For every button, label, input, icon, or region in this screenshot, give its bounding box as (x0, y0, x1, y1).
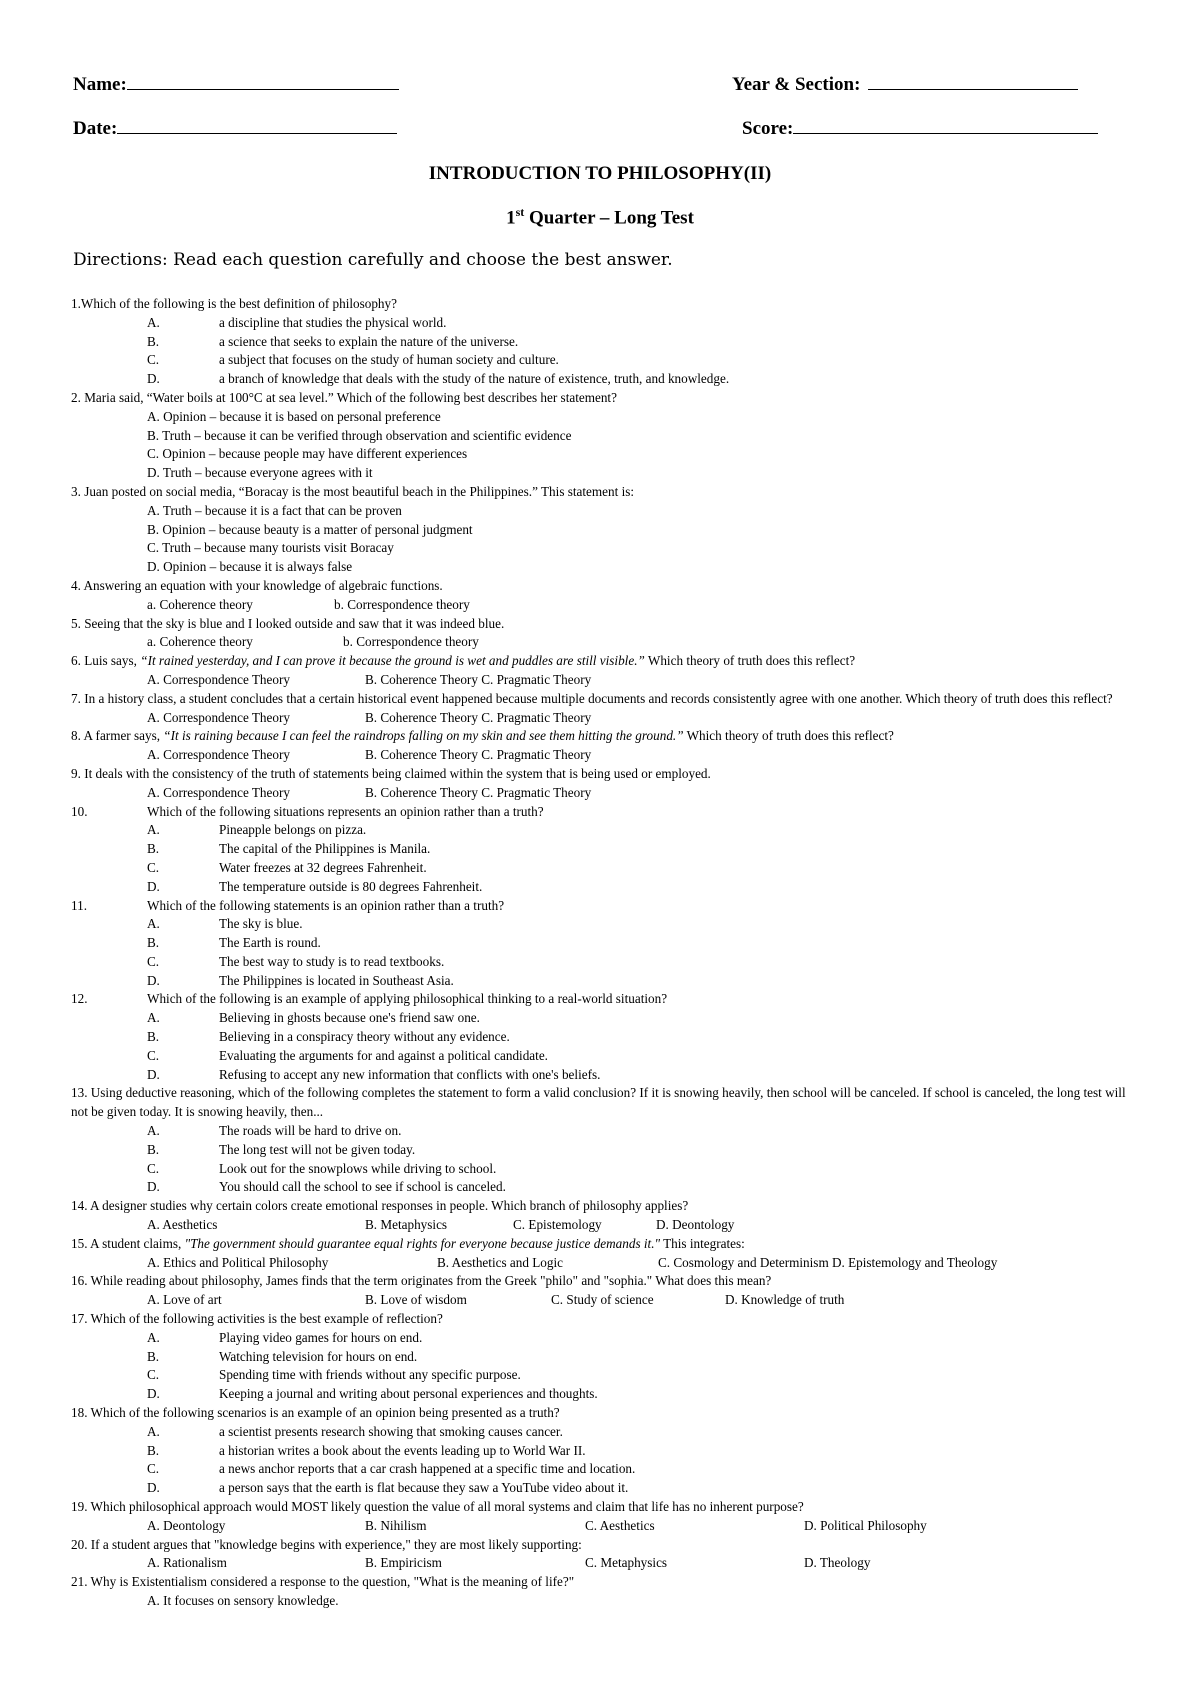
name-blank[interactable] (127, 73, 399, 90)
page-subtitle (0, 205, 1200, 229)
option-3c[interactable] (71, 539, 1141, 558)
option-16b[interactable]: B. Love of wisdom (365, 1292, 467, 1308)
option-letter: B. (147, 1029, 160, 1045)
options-16 (71, 1291, 1141, 1310)
question-6-prefix: 6. Luis says, (71, 653, 141, 669)
option-19c[interactable]: C. Aesthetics (585, 1517, 655, 1533)
option-18d[interactable] (71, 1479, 1141, 1498)
option-text: Believing in a conspiracy theory without any evidence. (219, 1029, 510, 1045)
date-blank[interactable] (117, 117, 397, 134)
name-label: Name: (73, 74, 127, 95)
option-text: a subject that focuses on the study of human society and culture. (219, 352, 559, 368)
option-12b[interactable] (71, 1028, 1141, 1047)
option-text: Look out for the snowplows while driving to school. (219, 1160, 497, 1176)
option-letter: C. (147, 859, 160, 875)
option-5a[interactable]: a. Coherence theory (147, 634, 253, 650)
question-6-suffix: Which theory of truth does this reflect? (644, 653, 856, 669)
option-20d[interactable]: D. Theology (804, 1555, 871, 1571)
question-8-prefix: 8. A farmer says, (71, 728, 164, 744)
option-18a[interactable] (71, 1423, 1141, 1442)
option-10b[interactable] (71, 840, 1141, 859)
directions: Directions: Read each question carefully and choose the best answer. (73, 250, 673, 270)
option-9a[interactable]: A. Correspondence Theory (147, 784, 290, 800)
question-3: 3. Juan posted on social media, “Boracay is the most beautiful beach in the Philippines.” This statement is: (71, 483, 635, 499)
option-text: The sky is blue. (219, 916, 303, 932)
score-blank[interactable] (793, 117, 1098, 134)
option-4b[interactable]: b. Correspondence theory (334, 596, 470, 612)
option-20a[interactable]: A. Rationalism (147, 1555, 227, 1571)
option-15b[interactable]: B. Aesthetics and Logic (437, 1254, 563, 1270)
option-letter: B. (147, 935, 160, 951)
option-15a[interactable]: A. Ethics and Political Philosophy (147, 1254, 329, 1270)
option-letter: C. (147, 1047, 160, 1063)
option-2a[interactable] (71, 408, 1141, 427)
options-6 (71, 671, 1141, 690)
options-5 (71, 633, 1141, 652)
subtitle-sup: st (515, 205, 525, 219)
option-1d[interactable] (71, 370, 1141, 389)
page-title: INTRODUCTION TO PHILOSOPHY(II) (428, 163, 772, 184)
option-text: a discipline that studies the physical world. (219, 314, 447, 330)
option-10d[interactable] (71, 878, 1141, 897)
option-14a[interactable]: A. Aesthetics (147, 1217, 218, 1233)
option-17d[interactable] (71, 1385, 1141, 1404)
question-text: Which of the following statements is an opinion rather than a truth? (147, 897, 505, 913)
option-text: a person says that the earth is flat because they saw a YouTube video about it. (219, 1480, 629, 1496)
option-2c[interactable] (71, 445, 1141, 464)
option-1b[interactable] (71, 333, 1141, 352)
option-letter: C. (147, 1461, 160, 1477)
question-text: Which of the following situations represents an opinion rather than a truth? (147, 803, 544, 819)
option-5b[interactable]: b. Correspondence theory (343, 634, 479, 650)
option-text: C. Truth – because many tourists visit Boracay (147, 540, 394, 556)
question-12 (71, 990, 1141, 1009)
option-6bc[interactable]: B. Coherence Theory C. Pragmatic Theory (365, 671, 592, 687)
question-15-suffix: This integrates: (660, 1235, 745, 1251)
option-letter: C. (147, 1367, 160, 1383)
option-text: a historian writes a book about the events leading up to World War II. (219, 1442, 586, 1458)
name-field (73, 73, 399, 96)
option-text: D. Opinion – because it is always false (147, 559, 353, 575)
option-letter: A. (147, 314, 160, 330)
question-6 (71, 652, 1141, 671)
option-7a[interactable]: A. Correspondence Theory (147, 709, 290, 725)
option-letter: D. (147, 1386, 160, 1402)
option-letter: A. (147, 1010, 160, 1026)
option-3a[interactable] (71, 502, 1141, 521)
option-text: a scientist presents research showing that smoking causes cancer. (219, 1423, 563, 1439)
option-text: The long test will not be given today. (219, 1141, 416, 1157)
question-15-quote: "The government should guarantee equal rights for everyone because justice demands it." (184, 1235, 661, 1251)
option-letter: B. (147, 841, 160, 857)
option-text: a news anchor reports that a car crash happened at a specific time and location. (219, 1461, 636, 1477)
option-4a[interactable]: a. Coherence theory (147, 596, 253, 612)
subtitle-rest: Quarter – Long Test (524, 207, 694, 229)
option-text: C. Opinion – because people may have different experiences (147, 446, 468, 462)
option-13d[interactable] (71, 1178, 1141, 1197)
options-9 (71, 784, 1141, 803)
question-4: 4. Answering an equation with your knowledge of algebraic functions. (71, 577, 443, 593)
option-20c[interactable]: C. Metaphysics (585, 1555, 668, 1571)
option-text: The capital of the Philippines is Manila. (219, 841, 431, 857)
option-text: a branch of knowledge that deals with the study of the nature of existence, truth, and knowledge. (219, 371, 730, 387)
question-7: 7. In a history class, a student concludes that a certain historical event happened because multiple documents and records consistently agree with one another. Which theory of truth does this reflect? (71, 690, 1113, 706)
option-17b[interactable] (71, 1348, 1141, 1367)
option-6a[interactable]: A. Correspondence Theory (147, 671, 290, 687)
option-10c[interactable] (71, 859, 1141, 878)
option-letter: B. (147, 1442, 160, 1458)
question-16: 16. While reading about philosophy, James finds that the term originates from the Greek "philo" and "sophia." What does this mean? (71, 1273, 772, 1289)
option-14c[interactable]: C. Epistemology (513, 1217, 602, 1233)
option-11d[interactable] (71, 972, 1141, 991)
option-7bc[interactable]: B. Coherence Theory C. Pragmatic Theory (365, 709, 592, 725)
option-3b[interactable] (71, 521, 1141, 540)
option-text: Pineapple belongs on pizza. (219, 822, 367, 838)
option-16c[interactable]: C. Study of science (551, 1292, 654, 1308)
question-6-quote: “It rained yesterday, and I can prove it because the ground is wet and puddles are still visible.” (140, 653, 645, 669)
option-12d[interactable] (71, 1066, 1141, 1085)
option-17a[interactable] (71, 1329, 1141, 1348)
question-number: 12. (71, 991, 88, 1007)
option-letter: C. (147, 953, 160, 969)
question-21: 21. Why is Existentialism considered a response to the question, "What is the meaning of life?" (71, 1574, 575, 1590)
option-8bc[interactable]: B. Coherence Theory C. Pragmatic Theory (365, 747, 592, 763)
option-15cd[interactable]: C. Cosmology and Determinism D. Epistemology and Theology (658, 1254, 998, 1270)
option-letter: A. (147, 822, 160, 838)
option-text: Spending time with friends without any specific purpose. (219, 1367, 521, 1383)
option-11c[interactable] (71, 953, 1141, 972)
question-14: 14. A designer studies why certain colors create emotional responses in people. Which branch of philosophy applies? (71, 1198, 689, 1214)
score-field (742, 117, 1098, 140)
option-21a[interactable] (71, 1592, 1141, 1611)
question-15 (71, 1235, 1141, 1254)
option-text: A. Truth – because it is a fact that can be proven (147, 502, 402, 518)
option-17c[interactable] (71, 1366, 1141, 1385)
options-14 (71, 1216, 1141, 1235)
options-20 (71, 1554, 1141, 1573)
option-text: B. Opinion – because beauty is a matter of personal judgment (147, 521, 473, 537)
question-17: 17. Which of the following activities is the best example of reflection? (71, 1311, 443, 1327)
date-label: Date: (73, 118, 118, 139)
option-20b[interactable]: B. Empiricism (365, 1555, 442, 1571)
option-letter: C. (147, 352, 160, 368)
option-19b[interactable]: B. Nihilism (365, 1517, 427, 1533)
year-section-blank[interactable] (868, 73, 1078, 90)
option-18c[interactable] (71, 1460, 1141, 1479)
option-14b[interactable]: B. Metaphysics (365, 1217, 448, 1233)
option-letter: D. (147, 1480, 160, 1496)
question-20: 20. If a student argues that "knowledge begins with experience," they are most likely supporting: (71, 1536, 582, 1552)
date-field (73, 117, 397, 140)
option-letter: B. (147, 333, 160, 349)
option-1a[interactable] (71, 314, 1141, 333)
option-text: A. It focuses on sensory knowledge. (147, 1592, 339, 1608)
option-14d[interactable]: D. Deontology (656, 1217, 735, 1233)
option-text: Evaluating the arguments for and against a political candidate. (219, 1047, 548, 1063)
question-8-suffix: Which theory of truth does this reflect? (683, 728, 894, 744)
option-2b[interactable] (71, 427, 1141, 446)
option-text: The best way to study is to read textbooks. (219, 953, 445, 969)
question-11 (71, 897, 1141, 916)
option-letter: B. (147, 1348, 160, 1364)
option-text: Watching television for hours on end. (219, 1348, 418, 1364)
option-11a[interactable] (71, 915, 1141, 934)
option-16a[interactable]: A. Love of art (147, 1292, 222, 1308)
option-letter: B. (147, 1141, 160, 1157)
question-2: 2. Maria said, “Water boils at 100°C at sea level.” Which of the following best describes her statement? (71, 389, 617, 405)
option-text: A. Opinion – because it is based on personal preference (147, 408, 441, 424)
options-4 (71, 596, 1141, 615)
question-1: 1.Which of the following is the best definition of philosophy? (71, 296, 397, 311)
question-13: 13. Using deductive reasoning, which of the following completes the statement to form a valid conclusion? If it is snowing heavily, then school will be canceled. If school is canceled, the long test will not be given today. It is snowing heavily, then... (71, 1085, 1126, 1120)
option-text: D. Truth – because everyone agrees with it (147, 465, 373, 481)
question-18: 18. Which of the following scenarios is an example of an opinion being presented as a truth? (71, 1405, 560, 1421)
option-18b[interactable] (71, 1442, 1141, 1461)
score-label: Score: (742, 118, 794, 139)
year-section-label: Year & Section: (732, 74, 861, 95)
options-19 (71, 1517, 1141, 1536)
options-7 (71, 709, 1141, 728)
options-8 (71, 746, 1141, 765)
option-letter: D. (147, 972, 160, 988)
option-12a[interactable] (71, 1009, 1141, 1028)
year-section-field (732, 73, 1078, 96)
option-19d[interactable]: D. Political Philosophy (804, 1517, 927, 1533)
option-letter: C. (147, 1160, 160, 1176)
option-text: You should call the school to see if school is canceled. (219, 1179, 506, 1195)
question-5: 5. Seeing that the sky is blue and I looked outside and saw that it was indeed blue. (71, 615, 505, 631)
question-number: 11. (71, 897, 87, 913)
option-text: Refusing to accept any new information that conflicts with one's beliefs. (219, 1066, 601, 1082)
option-12c[interactable] (71, 1047, 1141, 1066)
option-text: a science that seeks to explain the nature of the universe. (219, 333, 519, 349)
option-9bc[interactable]: B. Coherence Theory C. Pragmatic Theory (365, 784, 592, 800)
option-13c[interactable] (71, 1160, 1141, 1179)
option-letter: A. (147, 1123, 160, 1139)
option-1c[interactable] (71, 351, 1141, 370)
option-3d[interactable] (71, 558, 1141, 577)
option-10a[interactable] (71, 821, 1141, 840)
option-text: Water freezes at 32 degrees Fahrenheit. (219, 859, 427, 875)
option-16d[interactable]: D. Knowledge of truth (725, 1292, 845, 1308)
question-8-quote: “It is raining because I can feel the raindrops falling on my skin and see them hitting the ground.” (163, 728, 684, 744)
question-list (71, 295, 1141, 1611)
option-text: The roads will be hard to drive on. (219, 1123, 402, 1139)
option-letter: A. (147, 1329, 160, 1345)
option-13a[interactable] (71, 1122, 1141, 1141)
option-letter: D. (147, 371, 160, 387)
subtitle-number: 1 (506, 207, 516, 229)
option-2d[interactable] (71, 464, 1141, 483)
question-9: 9. It deals with the consistency of the truth of statements being claimed within the system that is being used or employed. (71, 765, 711, 781)
option-text: The Earth is round. (219, 935, 321, 951)
option-text: The Philippines is located in Southeast Asia. (219, 972, 454, 988)
question-19: 19. Which philosophical approach would MOST likely question the value of all moral systems and claim that life has no inherent purpose? (71, 1499, 804, 1514)
option-letter: A. (147, 916, 160, 932)
question-8 (71, 727, 1141, 746)
option-8a[interactable]: A. Correspondence Theory (147, 747, 290, 763)
options-15 (71, 1254, 1141, 1273)
option-11b[interactable] (71, 934, 1141, 953)
question-10 (71, 803, 1141, 822)
option-text: Keeping a journal and writing about personal experiences and thoughts. (219, 1386, 598, 1402)
option-text: Playing video games for hours on end. (219, 1329, 423, 1345)
question-text: Which of the following is an example of applying philosophical thinking to a real-world situation? (147, 991, 668, 1007)
option-text: B. Truth – because it can be verified through observation and scientific evidence (147, 427, 572, 443)
question-number: 10. (71, 803, 88, 819)
question-15-prefix: 15. A student claims, (71, 1235, 185, 1251)
option-letter: D. (147, 1066, 160, 1082)
option-text: The temperature outside is 80 degrees Fahrenheit. (219, 878, 483, 894)
option-letter: D. (147, 878, 160, 894)
option-13b[interactable] (71, 1141, 1141, 1160)
option-letter: D. (147, 1179, 160, 1195)
option-text: Believing in ghosts because one's friend saw one. (219, 1010, 480, 1026)
option-19a[interactable]: A. Deontology (147, 1517, 226, 1533)
option-letter: A. (147, 1423, 160, 1439)
